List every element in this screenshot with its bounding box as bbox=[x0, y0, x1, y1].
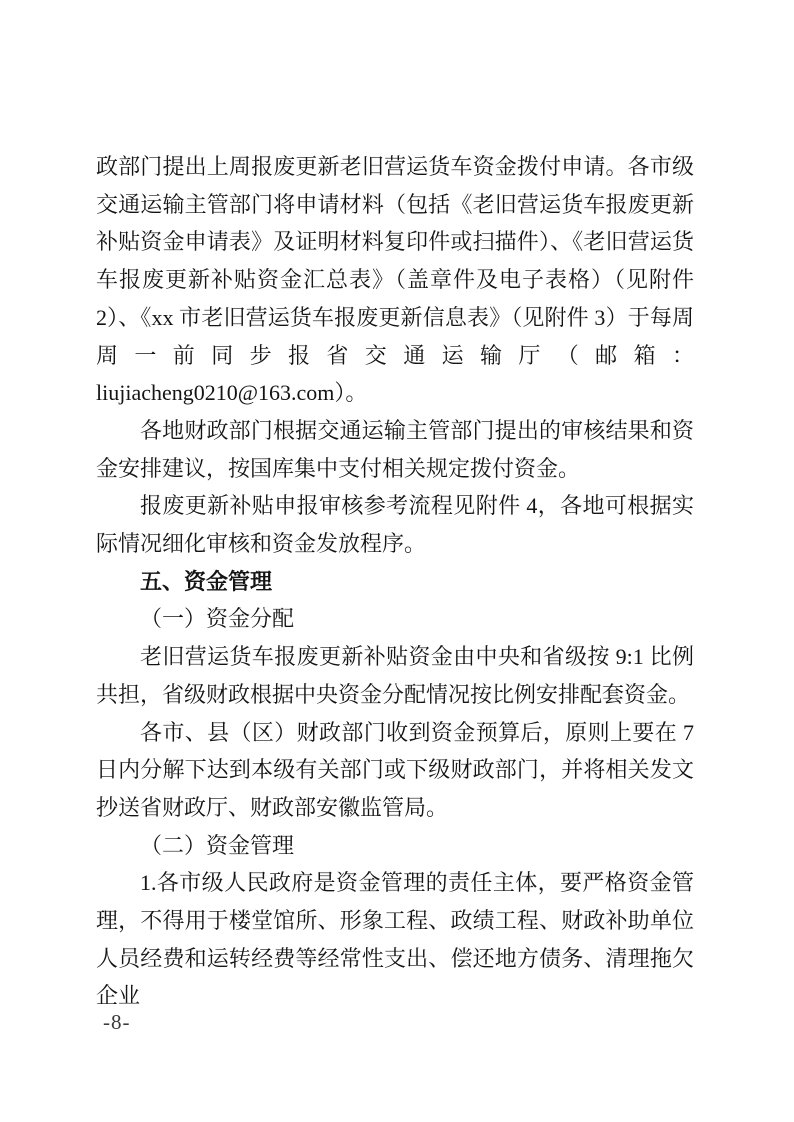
paragraph-responsibility: 1.各市级人民政府是资金管理的责任主体，要严格资金管理，不得用于楼堂馆所、形象工程、政绩工程、财政补助单位人员经费和运转经费等经常性支出、偿还地方债务、清理拖欠企业 bbox=[96, 870, 694, 1009]
subsection-heading-fund-allocation: （一）资金分配 bbox=[140, 606, 295, 632]
paragraph-fund-ratio: 老旧营运货车报废更新补贴资金由中央和省级按 9:1 比例共担，省级财政根据中央资金分配情况按比例安排配套资金。 bbox=[96, 644, 694, 707]
paragraph-process-reference: 报废更新补贴申报审核参考流程见附件 4，各地可根据实际情况细化审核和资金发放程序。 bbox=[96, 493, 694, 557]
paragraph-budget-distribution: 各市、县（区）财政部门收到资金预算后，原则上要在 7 日内分解下达到本级有关部门或下级财政部门，并将相关发文抄送省财政厅、财政部安徽监管局。 bbox=[96, 719, 694, 820]
document-body bbox=[96, 148, 694, 1015]
page-number: -8- bbox=[103, 1010, 131, 1034]
subsection-heading-fund-management: （二）资金管理 bbox=[140, 832, 295, 858]
paragraph-continuation: 政部门提出上周报废更新老旧营运货车资金拨付申请。各市级交通运输主管部门将申请材料（包括《老旧营运货车报废更新补贴资金申请表》及证明材料复印件或扫描件）、《老旧营运货车报废更新补贴资金汇总表》（盖章件及电子表格）（见附件 2）、《xx 市老旧营运货车报废更新信息表》（见附件 3）于每周周一前同步报省交通运输厅（邮箱：liujiacheng0210@163.com）。 bbox=[96, 154, 694, 406]
section-heading-fund-management: 五、资金管理 bbox=[140, 568, 273, 594]
paragraph-finance-review: 各地财政部门根据交通运输主管部门提出的审核结果和资金安排建议，按国库集中支付相关规定拨付资金。 bbox=[96, 417, 694, 481]
